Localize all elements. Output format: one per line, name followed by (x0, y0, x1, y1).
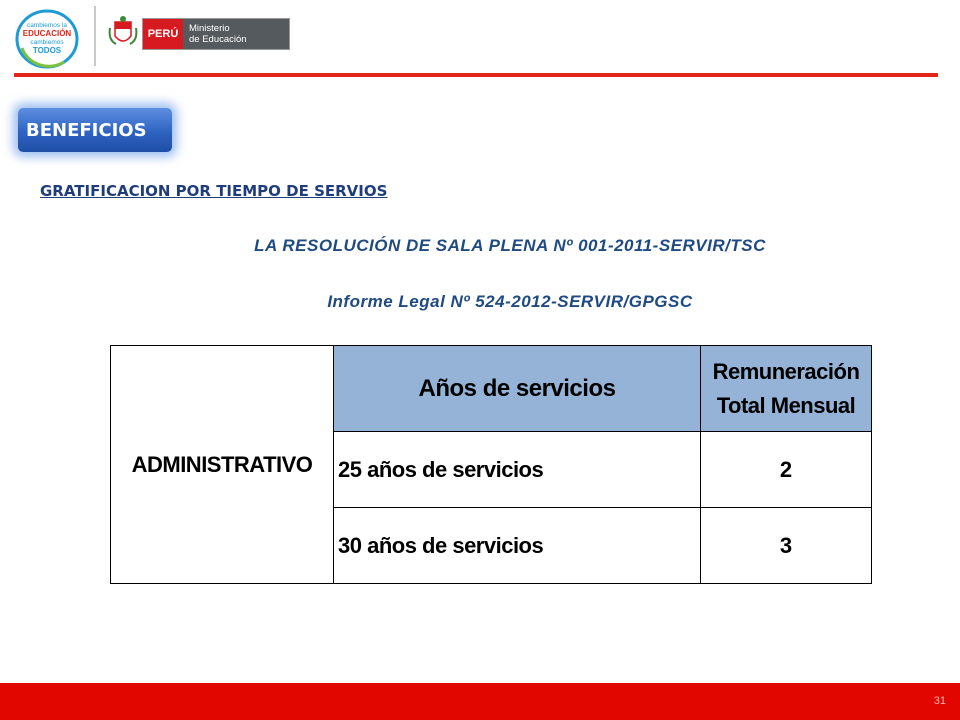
header-divider (94, 6, 96, 66)
value-cell: 3 (701, 508, 872, 584)
page-number: 31 (933, 695, 946, 707)
badge-label: BENEFICIOS (26, 119, 147, 141)
legal-report-title: Informe Legal Nº 524-2012-SERVIR/GPGSC (327, 292, 693, 311)
country-label: PERÚ (143, 19, 183, 49)
beneficios-badge (18, 108, 172, 152)
ministry-line-1: Ministerio (189, 23, 230, 34)
benefits-table (110, 345, 872, 584)
peru-coat-of-arms-icon (106, 14, 140, 50)
value-cell: 2 (701, 432, 872, 508)
logo-text-2: EDUCACIÓN (22, 29, 72, 38)
category-cell: ADMINISTRATIVO (111, 346, 334, 584)
header-red-rule (14, 73, 938, 77)
years-cell: 25 años de servicios (334, 432, 701, 508)
remuneration-header-line2: Total Mensual (716, 392, 856, 418)
resolution-title: LA RESOLUCIÓN DE SALA PLENA Nº 001-2011-SERVIR/TSC (254, 236, 766, 255)
table-header-row (111, 346, 872, 432)
logo-text-3: cambiemos (30, 39, 64, 46)
years-header-cell: Años de servicios (334, 346, 701, 432)
ministry-line-2: de Educación (189, 34, 247, 45)
years-cell: 30 años de servicios (334, 508, 701, 584)
logo-text-4: TODOS (32, 46, 62, 55)
cambiemos-educacion-logo (14, 8, 80, 70)
footer-bar (0, 683, 960, 720)
logo-text-1: cambiemos la (26, 22, 68, 29)
remuneration-header-cell (701, 346, 872, 432)
remuneration-header-line1: Remuneración (712, 358, 860, 384)
ministry-logo (142, 18, 290, 50)
section-subtitle: GRATIFICACION POR TIEMPO DE SERVIOS (40, 182, 388, 200)
ministry-label (183, 19, 289, 49)
